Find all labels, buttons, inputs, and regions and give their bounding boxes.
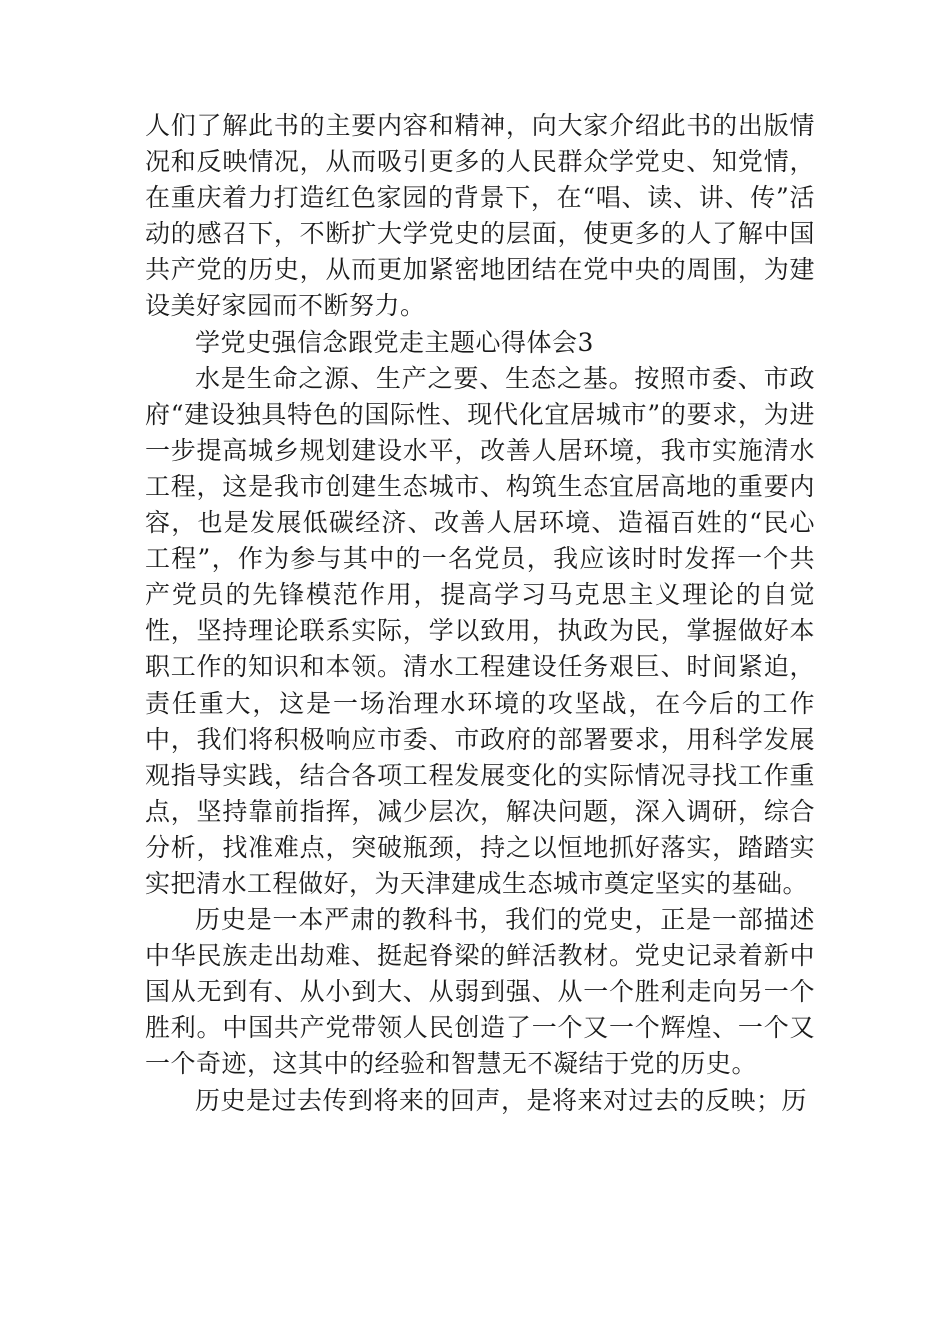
paragraph-water-project: 水是生命之源、生产之要、生态之基。按照市委、市政府“建设独具特色的国际性、现代化宜居城市”的要求，为进一步提高城乡规划建设水平，改善人居环境，我市实施清水工程，这是我市创建生态城市、构筑生态宜居高地的重要内容，也是发展低碳经济、改善人居环境、造福百姓的“民心工程”，作为参与其中的一名党员，我应该时时发挥一个共产党员的先锋模范作用，提高学习马克思主义理论的自觉性，坚持理论联系实际，学以致用，执政为民，掌握做好本职工作的知识和本领。清水工程建设任务艰巨、时间紧迫，责任重大，这是一场治理水环境的攻坚战，在今后的工作中，我们将积极响应市委、市政府的部署要求，用科学发展观指导实践，结合各项工程发展变化的实际情况寻找工作重点，坚持靠前指挥，减少层次，解决问题，深入调研，综合分析，找准难点，突破瓶颈，持之以恒地抓好落实，踏踏实实把清水工程做好，为天津建成生态城市奠定坚实的基础。 (145, 363, 815, 898)
document-body (145, 108, 815, 1119)
paragraph-intro-continuation: 人们了解此书的主要内容和精神，向大家介绍此书的出版情况和反映情况，从而吸引更多的人民群众学党史、知党情，在重庆着力打造红色家园的背景下，在“唱、读、讲、传”活动的感召下，不断扩大学党史的层面，使更多的人了解中国共产党的历史，从而更加紧密地团结在党中央的周围，为建设美好家园而不断努力。 (145, 111, 815, 321)
paragraph-party-history: 历史是一本严肃的教科书，我们的党史，正是一部描述中华民族走出劫难、挺起脊梁的鲜活教材。党史记录着新中国从无到有、从小到大、从弱到强、从一个胜利走向另一个胜利。中国共产党带领人民创造了一个又一个辉煌、一个又一个奇迹，这其中的经验和智慧无不凝结于党的历史。 (145, 905, 815, 1079)
section-heading: 学党史强信念跟党走主题心得体会3 (195, 327, 594, 357)
paragraph-history-echo: 历史是过去传到将来的回声，是将来对过去的反映；历 (195, 1085, 808, 1115)
